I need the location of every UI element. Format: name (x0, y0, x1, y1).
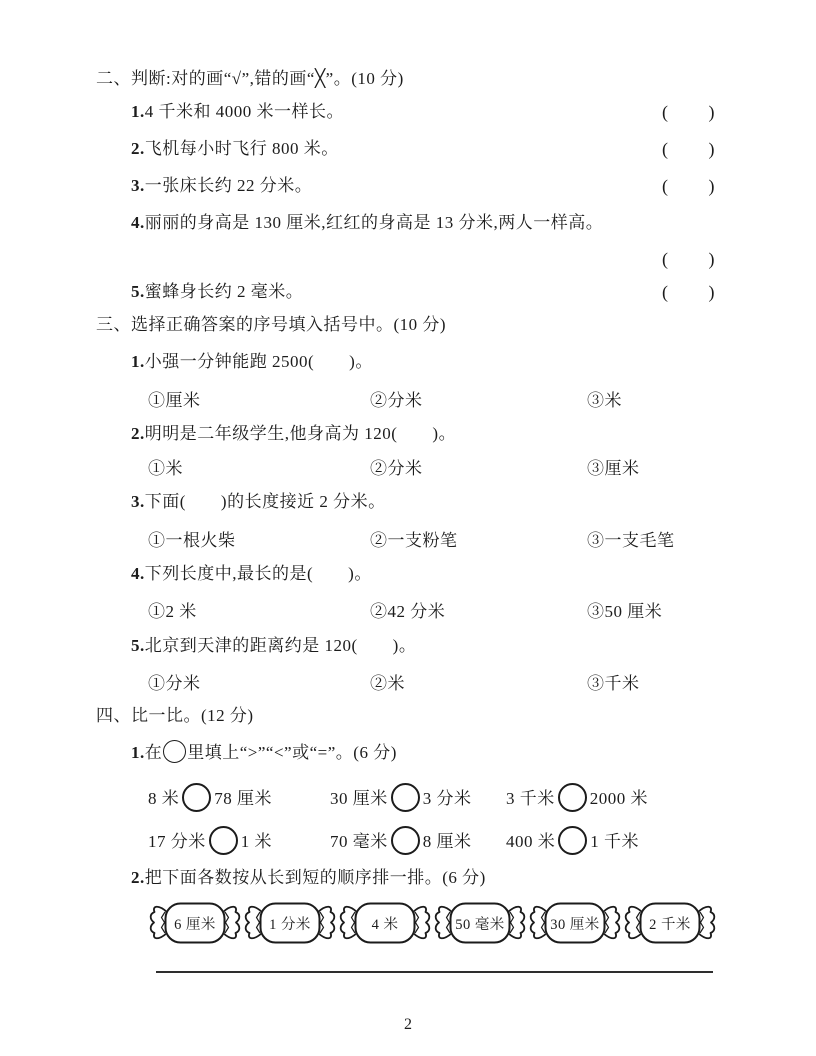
choice-option: ①2 米 (148, 602, 197, 621)
answer-circle[interactable] (391, 783, 420, 812)
answer-blank-parens[interactable]: ( ) (662, 282, 715, 302)
choice-option: ③一支毛笔 (587, 531, 675, 550)
item-number: 3. (131, 176, 145, 195)
comparison-group: 30 厘米 3 分米 (330, 783, 472, 812)
comparison-group: 8 米 78 厘米 (148, 783, 272, 812)
item-number: 2. (131, 139, 145, 158)
choice-option: ③厘米 (587, 459, 640, 478)
answer-circle[interactable] (558, 826, 587, 855)
item-text: 飞机每小时飞行 800 米。 (144, 139, 339, 158)
judgment-item-5 (131, 279, 715, 305)
fill-circle-icon (163, 740, 186, 763)
answer-circle[interactable] (391, 826, 420, 855)
section-choice-heading: 三、选择正确答案的序号填入括号中。(10 分) (96, 315, 447, 334)
choice-option: ②分米 (370, 459, 423, 478)
choice-option: ②42 分米 (370, 602, 446, 621)
item-number: 1. (131, 743, 145, 762)
choice-question-4 (131, 561, 372, 587)
question-number: 3. (131, 492, 145, 511)
candy-label: 6 厘米 (174, 916, 216, 933)
ranking-answer-line[interactable] (156, 971, 713, 973)
item-number: 2. (131, 868, 145, 887)
question-text: 北京到天津的距离约是 120( )。 (144, 636, 417, 655)
choice-option: ①分米 (148, 674, 201, 693)
judgment-item-4 (131, 210, 603, 236)
answer-blank-parens[interactable]: ( ) (662, 176, 715, 196)
candy-icon (624, 899, 716, 947)
candy-label: 30 厘米 (550, 916, 600, 933)
candy-icon (529, 899, 621, 947)
candy-row (149, 899, 716, 947)
item-text: 把下面各数按从长到短的顺序排一排。(6 分) (144, 868, 486, 887)
choice-option: ②一支粉笔 (370, 531, 458, 550)
judgment-item-1 (131, 99, 715, 125)
choice-options-3 (0, 526, 816, 552)
candy-label: 1 分米 (269, 916, 311, 933)
answer-blank-parens[interactable]: ( ) (662, 139, 715, 159)
item-text: 在 (144, 743, 163, 762)
comparison-group: 70 毫米 8 厘米 (330, 826, 472, 855)
choice-option: ②米 (370, 674, 405, 693)
item-text: 里填上“>”“<”或“=”。(6 分) (187, 743, 397, 762)
question-number: 5. (131, 636, 145, 655)
judgment-item-2 (131, 136, 715, 162)
page-number: 2 (404, 1016, 412, 1033)
candy-icon (149, 899, 241, 947)
compare-item-1 (131, 740, 397, 766)
choice-option: ②分米 (370, 391, 423, 410)
judgment-item-3 (131, 173, 715, 199)
question-number: 2. (131, 424, 145, 443)
candy-label: 2 千米 (649, 916, 691, 933)
question-number: 1. (131, 352, 145, 371)
choice-option: ①米 (148, 459, 183, 478)
answer-circle[interactable] (182, 783, 211, 812)
item-number: 5. (131, 282, 145, 301)
comparison-row-2 (0, 826, 816, 852)
answer-circle[interactable] (558, 783, 587, 812)
compare-item-2 (131, 865, 486, 891)
candy-icon (339, 899, 431, 947)
choice-option: ③米 (587, 391, 622, 410)
candy-label: 50 毫米 (455, 916, 505, 933)
item-text: 丽丽的身高是 130 厘米,红红的身高是 13 分米,两人一样高。 (144, 213, 604, 232)
item-text: 一张床长约 22 分米。 (144, 176, 313, 195)
choice-question-3 (131, 489, 386, 515)
choice-option: ①一根火柴 (148, 531, 236, 550)
comparison-group: 17 分米 1 米 (148, 826, 272, 855)
candy-icon (434, 899, 526, 947)
candy-label: 4 米 (371, 916, 399, 933)
section-compare-heading: 四、比一比。(12 分) (96, 706, 254, 725)
choice-options-2 (0, 454, 816, 480)
item-text: 4 千米和 4000 米一样长。 (144, 102, 344, 121)
answer-blank-parens[interactable]: ( ) (662, 102, 715, 122)
choice-options-4 (0, 597, 816, 623)
choice-question-1 (131, 349, 373, 375)
comparison-row-1 (0, 783, 816, 809)
choice-options-5 (0, 669, 816, 695)
question-text: 下列长度中,最长的是( )。 (144, 564, 372, 583)
choice-question-5 (131, 633, 416, 659)
question-text: 明明是二年级学生,他身高为 120( )。 (144, 424, 457, 443)
question-text: 下面( )的长度接近 2 分米。 (144, 492, 386, 511)
choice-option: ③千米 (587, 674, 640, 693)
choice-option: ③50 厘米 (587, 602, 663, 621)
candy-icon (244, 899, 336, 947)
section-judgment-heading: 二、判断:对的画“√”,错的画“╳”。(10 分) (96, 69, 404, 88)
comparison-group: 3 千米 2000 米 (506, 783, 648, 812)
item-number: 1. (131, 102, 145, 121)
answer-blank-parens[interactable]: ( ) (662, 249, 715, 269)
comparison-group: 400 米 1 千米 (506, 826, 639, 855)
choice-option: ①厘米 (148, 391, 201, 410)
item-number: 4. (131, 213, 145, 232)
question-number: 4. (131, 564, 145, 583)
answer-circle[interactable] (209, 826, 238, 855)
item-text: 蜜蜂身长约 2 毫米。 (144, 282, 304, 301)
choice-options-1 (0, 386, 816, 412)
question-text: 小强一分钟能跑 2500( )。 (144, 352, 373, 371)
choice-question-2 (131, 421, 456, 447)
